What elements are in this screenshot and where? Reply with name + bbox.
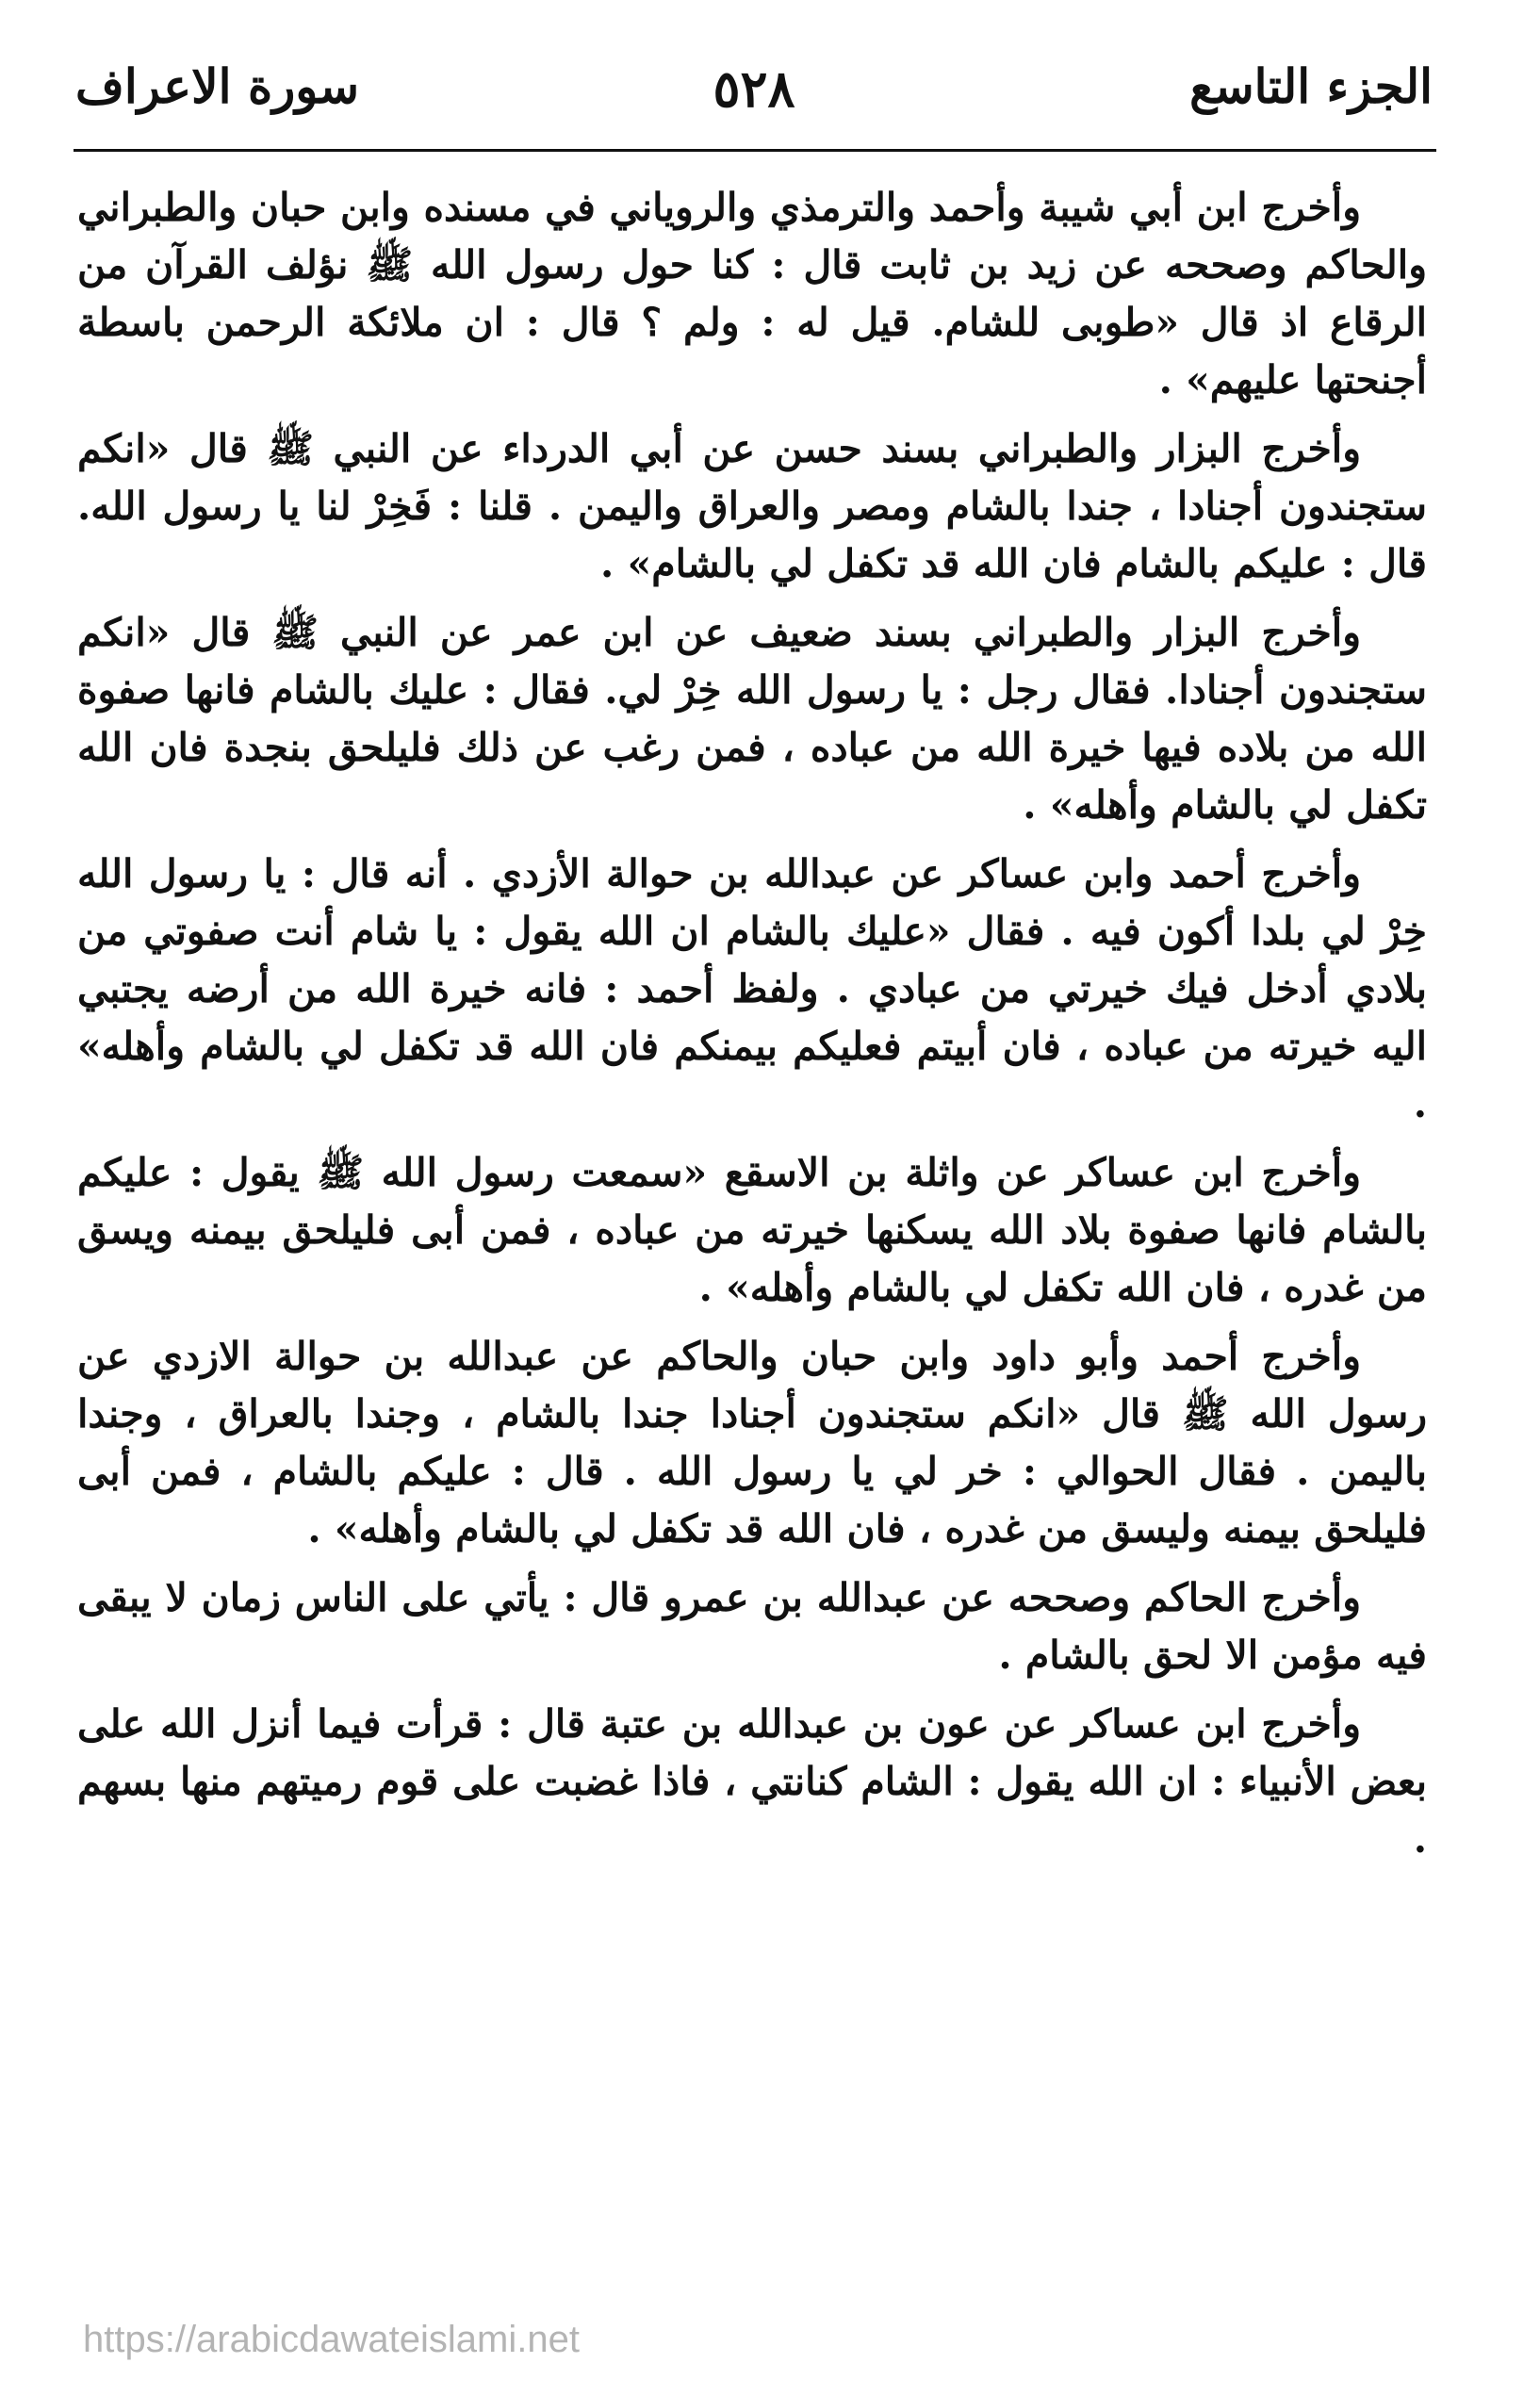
paragraph: وأخرج ابن عساكر عن واثلة بن الاسقع «سمعت رسول الله ﷺ يقول : عليكم بالشام فانها صفوة بلاد الله يسكنها خيرته من عباده ، فمن أبى فليلحق بيمنه ويسق من غدره ، فان الله تكفل لي بالشام وأهله» . (77, 1150, 1427, 1310)
paragraph: وأخرج الحاكم وصححه عن عبدالله بن عمرو قال : يأتي على الناس زمان لا يبقى فيه مؤمن الا لحق بالشام . (77, 1575, 1427, 1678)
page-header (75, 58, 1433, 143)
juz-label: الجزء التاسع (1189, 58, 1433, 114)
paragraph: وأخرج ابن أبي شيبة وأحمد والترمذي والروياني في مسنده وابن حبان والطبراني والحاكم وصححه عن زيد بن ثابت قال : كنا حول رسول الله ﷺ نؤلف القرآن من الرقاع اذ قال «طوبى للشام. قيل له : ولم ؟ قال : ان ملائكة الرحمن باسطة أجنحتها عليهم» . (77, 185, 1427, 402)
paragraph: وأخرج البزار والطبراني بسند ضعيف عن ابن عمر عن النبي ﷺ قال «انكم ستجندون أجنادا. فقال رجل : يا رسول الله خِرْ لي. فقال : عليك بالشام فانها صفوة الله من بلاده فيها خيرة الله من عباده ، فمن رغب عن ذلك فليلحق بنجدة فان الله تكفل لي بالشام وأهله» . (77, 610, 1427, 828)
paragraph: وأخرج أحمد وأبو داود وابن حبان والحاكم عن عبدالله بن حوالة الازدي عن رسول الله ﷺ قال «انكم ستجندون أجنادا جندا بالشام ، وجندا بالعراق ، وجندا باليمن . فقال الحوالي : خر لي يا رسول الله . قال : عليكم بالشام ، فمن أبى فليلحق بيمنه وليسق من غدره ، فان الله قد تكفل لي بالشام وأهله» . (77, 1334, 1427, 1551)
page-body (77, 179, 1427, 1879)
watermark-url: https://arabicdawateislami.net (83, 2319, 580, 2360)
paragraph: وأخرج أحمد وابن عساكر عن عبدالله بن حوالة الأزدي . أنه قال : يا رسول الله خِرْ لي بلدا أكون فيه . فقال «عليك بالشام ان الله يقول : يا شام أنت صفوتي من بلادي أدخل فيك خيرتي من عبادي . ولفظ أحمد : فانه خيرة الله من أرضه يجتبي اليه خيرته من عباده ، فان أبيتم فعليكم بيمنكم فان الله قد تكفل لي بالشام وأهله» . (77, 851, 1427, 1126)
paragraph: وأخرج ابن عساكر عن عون بن عبدالله بن عتبة قال : قرأت فيما أنزل الله على بعض الأنبياء : ان الله يقول : الشام كنانتي ، فاذا غضبت على قوم رميتهم منها بسهم . (77, 1701, 1427, 1862)
paragraph: وأخرج البزار والطبراني بسند حسن عن أبي الدرداء عن النبي ﷺ قال «انكم ستجندون أجنادا ، جندا بالشام ومصر والعراق واليمن . قلنا : فَخِرْ لنا يا رسول الله. قال : عليكم بالشام فان الله قد تكفل لي بالشام» . (77, 426, 1427, 586)
surah-label: سورة الاعراف (75, 58, 360, 114)
page-number: ٥٢٨ (713, 58, 795, 119)
header-divider (74, 149, 1436, 152)
